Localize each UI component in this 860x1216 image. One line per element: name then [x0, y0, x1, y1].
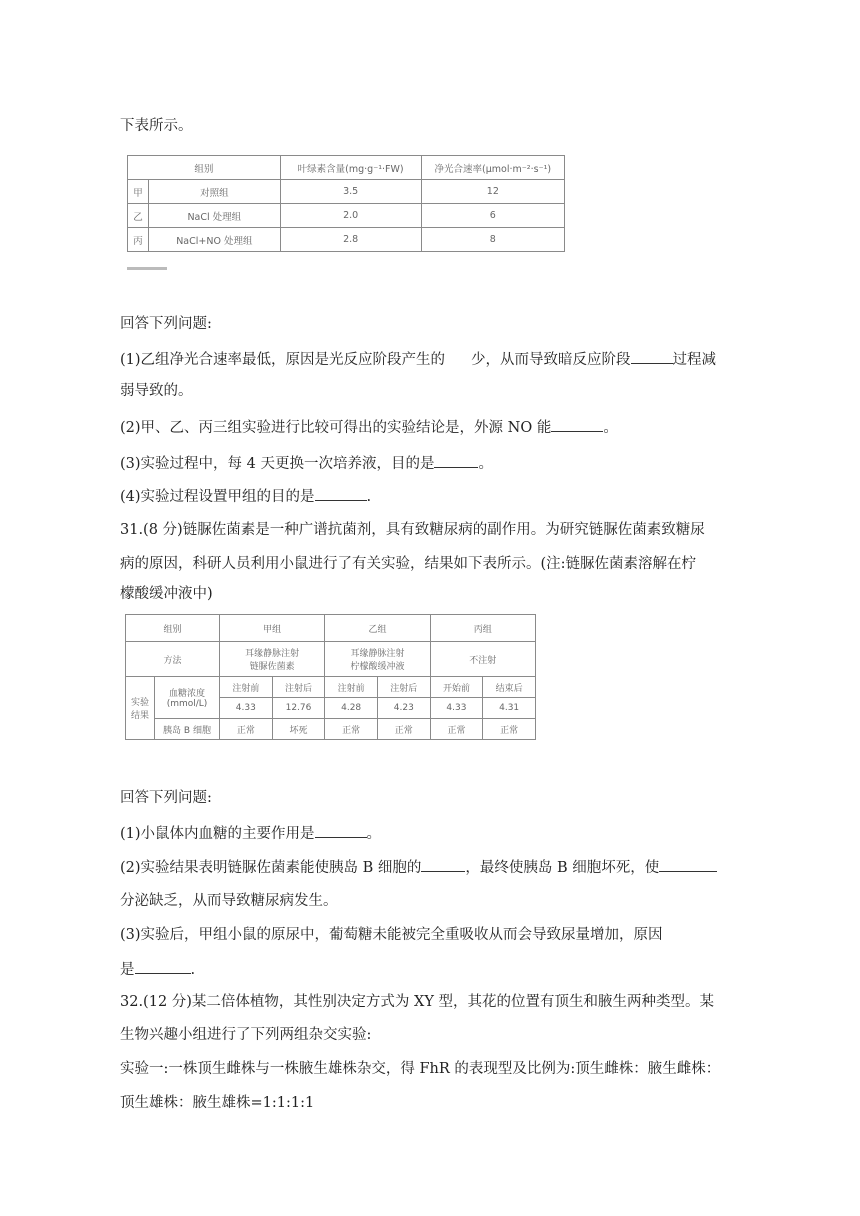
table-header-row	[126, 615, 536, 642]
beta-value: 正常	[430, 719, 483, 740]
answer-blank[interactable]	[421, 857, 465, 872]
answer-blank[interactable]	[631, 349, 673, 364]
q32-line-3: 实验一:一株顶生雌株与一株腋生雄株杂交，得 FhR 的表现型及比例为:顶生雌株：腋生雌株：	[120, 1061, 721, 1077]
table-row	[128, 180, 565, 204]
row-chlorophyll: 2.0	[280, 204, 421, 228]
q31-item-2: (2)实验结果表明链脲佐菌素能使胰岛 B 细胞的 ，最终使胰岛 B 细胞坏死，使	[120, 857, 717, 878]
row-rate: 8	[421, 228, 564, 252]
glucose-value: 4.33	[430, 698, 483, 719]
streptozotocin-table	[125, 614, 536, 740]
header-chlorophyll: 叶绿素含量(mg·g⁻¹·FW)	[280, 156, 421, 180]
method-b: 耳缘静脉注射 柠檬酸缓冲液	[325, 642, 430, 677]
row-rate: 6	[421, 204, 564, 228]
header-group-a: 甲组	[220, 615, 325, 642]
header-rate: 净光合速率(μmol·m⁻²·s⁻¹)	[421, 156, 564, 180]
beta-value: 正常	[220, 719, 273, 740]
row-id: 丙	[128, 228, 149, 252]
beta-value: 正常	[325, 719, 378, 740]
q32-line-1: 32.(12 分)某二倍体植物，其性别决定方式为 XY 型，其花的位置有顶生和腋生两种类型。某	[120, 994, 715, 1010]
answer-blank[interactable]	[135, 959, 191, 974]
q30-item-2: (2)甲、乙、丙三组实验进行比较可得出的实验结论是，外源 NO 能 。	[120, 417, 618, 438]
glucose-label: 血糖浓度 (mmol/L)	[155, 677, 220, 719]
beta-value: 正常	[377, 719, 430, 740]
q30-prompt: 回答下列问题:	[120, 316, 212, 332]
result-label: 实验 结果	[126, 677, 155, 740]
chlorophyll-table	[127, 155, 565, 252]
answer-blank[interactable]	[315, 486, 367, 501]
row-rate: 12	[421, 180, 564, 204]
beta-value: 坏死	[272, 719, 325, 740]
header-group-c: 丙组	[430, 615, 535, 642]
time-label: 注射后	[377, 677, 430, 698]
row-name: NaCl 处理组	[149, 204, 281, 228]
q30-item-1-cont: 弱导致的。	[120, 383, 193, 399]
q30-item-3: (3)实验过程中，每 4 天更换一次培养液，目的是 。	[120, 453, 493, 474]
time-label: 开始前	[430, 677, 483, 698]
glucose-value: 12.76	[272, 698, 325, 719]
answer-blank[interactable]	[551, 417, 603, 432]
table-row	[128, 228, 565, 252]
glucose-value: 4.33	[220, 698, 273, 719]
row-chlorophyll: 3.5	[280, 180, 421, 204]
table-row	[128, 204, 565, 228]
time-label: 注射前	[220, 677, 273, 698]
q30-item-1: (1)乙组净光合速率最低，原因是光反应阶段产生的 少，从而导致暗反应阶段 过程减	[120, 349, 716, 370]
q31-line-1: 31.(8 分)链脲佐菌素是一种广谱抗菌剂，具有致糖尿病的副作用。为研究链脲佐菌素致糖尿	[120, 522, 705, 538]
answer-blank[interactable]	[315, 823, 367, 838]
header-group-b: 乙组	[325, 615, 430, 642]
method-row	[126, 642, 536, 677]
method-c: 不注射	[430, 642, 535, 677]
beta-value: 正常	[483, 719, 536, 740]
time-label: 注射前	[325, 677, 378, 698]
time-label: 注射后	[272, 677, 325, 698]
header-group: 组别	[128, 156, 281, 180]
row-id: 甲	[128, 180, 149, 204]
row-chlorophyll: 2.8	[280, 228, 421, 252]
row-name: NaCl+NO 处理组	[149, 228, 281, 252]
glucose-value: 4.31	[483, 698, 536, 719]
row-name: 对照组	[149, 180, 281, 204]
time-row	[126, 677, 536, 698]
beta-label: 胰岛 B 细胞	[155, 719, 220, 740]
row-id: 乙	[128, 204, 149, 228]
q31-item-1: (1)小鼠体内血糖的主要作用是 。	[120, 823, 381, 844]
glucose-value: 4.28	[325, 698, 378, 719]
method-label: 方法	[126, 642, 220, 677]
answer-blank[interactable]	[434, 453, 478, 468]
q31-item-2-cont: 分泌缺乏，从而导致糖尿病发生。	[120, 893, 338, 909]
glucose-value: 4.23	[377, 698, 430, 719]
scan-artifact	[127, 267, 167, 270]
header-group: 组别	[126, 615, 220, 642]
method-a: 耳缘静脉注射 链脲佐菌素	[220, 642, 325, 677]
q31-line-2: 病的原因，科研人员利用小鼠进行了有关实验，结果如下表所示。(注:链脲佐菌素溶解在柠	[120, 556, 697, 572]
q31-line-3: 檬酸缓冲液中)	[120, 586, 213, 602]
answer-blank[interactable]	[659, 857, 717, 872]
q30-item-4: (4)实验过程设置甲组的目的是 .	[120, 486, 371, 507]
q31-item-3-cont: 是 .	[120, 959, 195, 980]
intro-text: 下表所示。	[120, 118, 193, 134]
beta-cell-row	[126, 719, 536, 740]
time-label: 结束后	[483, 677, 536, 698]
q32-line-2: 生物兴趣小组进行了下列两组杂交实验:	[120, 1027, 372, 1043]
q31-prompt: 回答下列问题:	[120, 790, 212, 806]
table-header-row	[128, 156, 565, 180]
q32-line-4: 顶生雄株：腋生雄株=1:1:1:1	[120, 1095, 315, 1111]
q31-item-3: (3)实验后，甲组小鼠的原尿中，葡萄糖未能被完全重吸收从而会导致尿量增加，原因	[120, 927, 663, 943]
